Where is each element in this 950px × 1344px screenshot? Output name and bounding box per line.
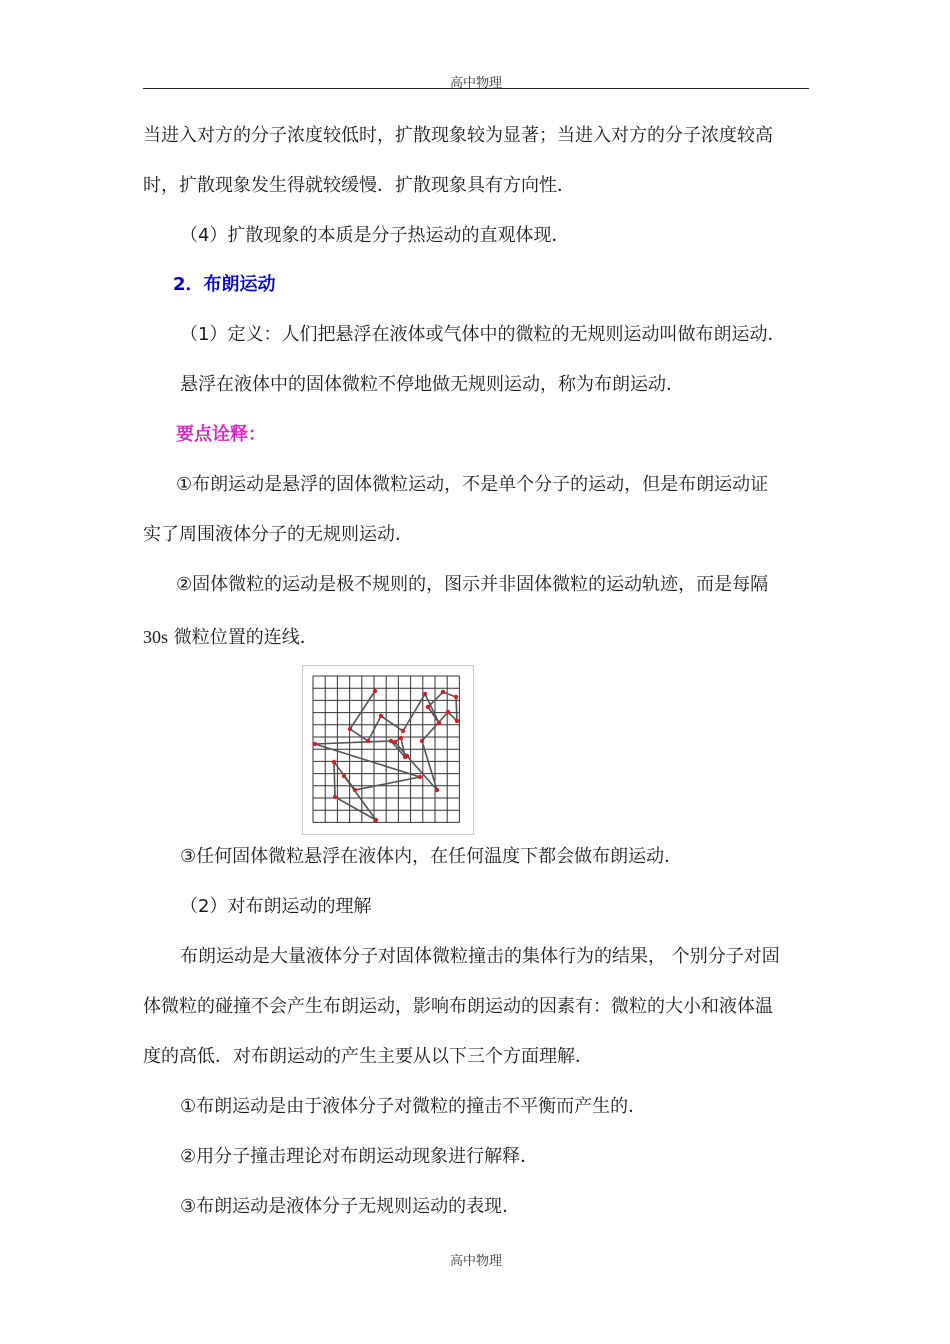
paragraph-line: 度的高低．对布朗运动的产生主要从以下三个方面理解． (143, 1046, 593, 1067)
particle-dot (420, 739, 424, 743)
particle-dot (393, 740, 397, 744)
paragraph-line: 体微粒的碰撞不会产生布朗运动，影响布朗运动的因素有：微粒的大小和液体温 (143, 996, 773, 1017)
list-item: ②用分子撞击理论对布朗运动现象进行解释． (180, 1146, 539, 1167)
interval-value: 30s (143, 627, 169, 647)
keypoint-line (143, 625, 318, 650)
keypoints-heading: 要点诠释： (176, 424, 266, 445)
particle-dot (446, 710, 450, 714)
particle-dot (441, 690, 445, 694)
particle-dot (455, 719, 459, 723)
particle-dot (374, 818, 378, 822)
paragraph-line: 布朗运动是大量液体分子对固体微粒撞击的集体行为的结果， 个别分子对固 (180, 946, 780, 967)
subsection-heading: （2）对布朗运动的理解 (180, 896, 372, 917)
brownian-motion-figure (302, 665, 474, 835)
paragraph-line: （4）扩散现象的本质是分子热运动的直观体现． (180, 225, 570, 246)
particle-dot (403, 755, 407, 759)
keypoint-text: 微粒位置的连线． (168, 627, 318, 648)
definition-line: 悬浮在液体中的固体微粒不停地做无规则运动，称为布朗运动． (180, 374, 684, 395)
definition-line: （1）定义：人们把悬浮在液体或气体中的微粒的无规则运动叫做布朗运动． (180, 324, 786, 345)
section-heading: 2．布朗运动 (173, 274, 276, 295)
list-item: ①布朗运动是由于液体分子对微粒的撞击不平衡而产生的． (180, 1096, 647, 1117)
particle-dot (342, 774, 346, 778)
particle-dot (418, 775, 422, 779)
particle-dot (332, 760, 336, 764)
particle-dot (333, 795, 337, 799)
particle-dot (401, 729, 405, 733)
particle-dot (373, 689, 377, 693)
keypoint-line: ③任何固体微粒悬浮在液体内，在任何温度下都会做布朗运动． (180, 846, 683, 867)
particle-dot (437, 721, 441, 725)
list-item: ③布朗运动是液体分子无规则运动的表现． (180, 1196, 521, 1217)
particle-dot (454, 695, 458, 699)
particle-dot (423, 692, 427, 696)
particle-dot (366, 739, 370, 743)
brownian-trajectory-diagram (303, 666, 473, 834)
page-header: 高中物理 (449, 76, 502, 91)
keypoint-line: 实了周围液体分子的无规则运动． (143, 524, 413, 545)
header-divider (143, 88, 809, 89)
keypoint-line: ②固体微粒的运动是极不规则的，图示并非固体微粒的运动轨迹，而是每隔 (176, 574, 769, 595)
particle-dot (348, 727, 352, 731)
paragraph-line: 时，扩散现象发生得就较缓慢．扩散现象具有方向性． (143, 175, 575, 196)
paragraph-line: 当进入对方的分子浓度较低时，扩散现象较为显著；当进入对方的分子浓度较高 (143, 125, 773, 146)
particle-dot (313, 742, 317, 746)
particle-dot (353, 788, 357, 792)
particle-dot (435, 788, 439, 792)
page-footer: 高中物理 (449, 1254, 502, 1269)
particle-dot (426, 705, 430, 709)
particle-dot (379, 714, 383, 718)
keypoint-line: ①布朗运动是悬浮的固体微粒运动，不是单个分子的运动，但是布朗运动证 (176, 474, 769, 495)
particle-dot (399, 736, 403, 740)
particle-dot (389, 739, 393, 743)
